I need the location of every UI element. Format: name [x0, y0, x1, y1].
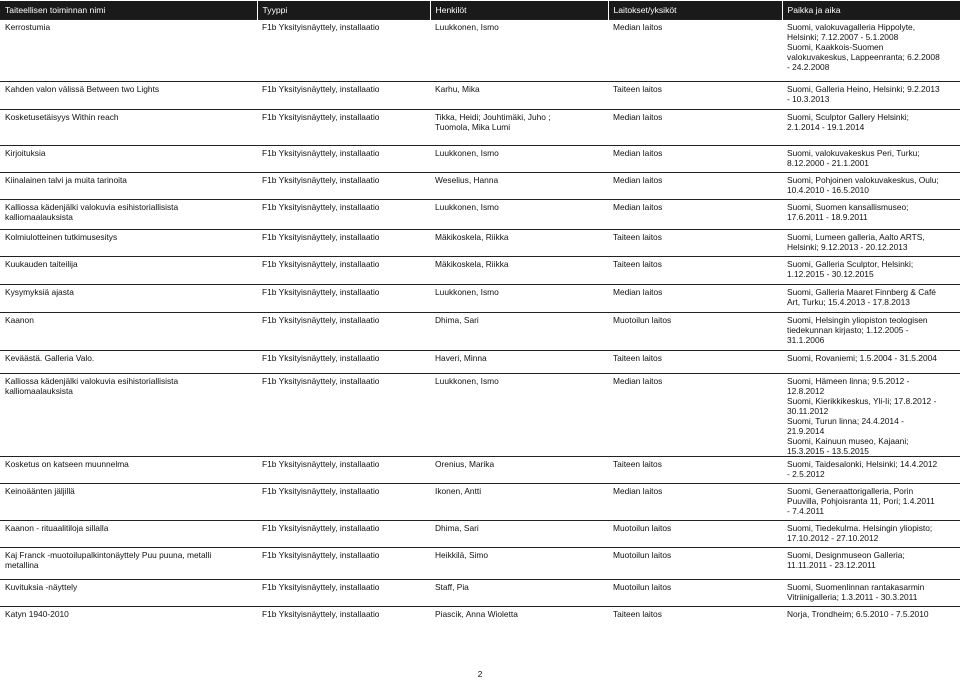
- cell-persons: Luukkonen, Ismo: [430, 374, 608, 457]
- cell-type: F1b Yksityisnäyttely, installaatio: [257, 607, 430, 625]
- cell-persons: Heikkilä, Simo: [430, 548, 608, 580]
- cell-title: Kalliossa kädenjälki valokuvia esihistoriallisista kalliomaalauksista: [0, 200, 257, 230]
- cell-department: Median laitos: [608, 200, 782, 230]
- table-row: [0, 521, 960, 548]
- cell-type: F1b Yksityisnäyttely, installaatio: [257, 173, 430, 200]
- header-row: [0, 1, 960, 20]
- cell-place-time: Norja, Trondheim; 6.5.2010 - 7.5.2010: [782, 607, 960, 625]
- cell-title: Kirjoituksia: [0, 146, 257, 173]
- cell-type: F1b Yksityisnäyttely, installaatio: [257, 146, 430, 173]
- cell-title: Keväästä. Galleria Valo.: [0, 351, 257, 374]
- cell-type: F1b Yksityisnäyttely, installaatio: [257, 521, 430, 548]
- cell-type: F1b Yksityisnäyttely, installaatio: [257, 285, 430, 313]
- cell-place-time: Suomi, Pohjoinen valokuvakeskus, Oulu; 10.4.2010 - 16.5.2010: [782, 173, 960, 200]
- cell-title: Kaj Franck -muotoilupalkintonäyttely Puu puuna, metalli metallina: [0, 548, 257, 580]
- cell-type: F1b Yksityisnäyttely, installaatio: [257, 484, 430, 521]
- cell-type: F1b Yksityisnäyttely, installaatio: [257, 580, 430, 607]
- cell-department: Median laitos: [608, 110, 782, 146]
- table-row: [0, 257, 960, 285]
- cell-persons: Luukkonen, Ismo: [430, 200, 608, 230]
- table-row: [0, 285, 960, 313]
- cell-place-time: Suomi, Generaattorigalleria, Porin Puuvilla, Pohjoisranta 11, Pori; 1.4.2011 - 7.4.2011: [782, 484, 960, 521]
- cell-place-time: Suomi, Taidesalonki, Helsinki; 14.4.2012 - 2.5.2012: [782, 457, 960, 484]
- table-row: [0, 457, 960, 484]
- cell-place-time: Suomi, Suomenlinnan rantakasarmin Vitriinigalleria; 1.3.2011 - 30.3.2011: [782, 580, 960, 607]
- cell-title: Kosketus on katseen muunnelma: [0, 457, 257, 484]
- cell-department: Median laitos: [608, 173, 782, 200]
- table-row: [0, 607, 960, 625]
- cell-title: Kosketusetäisyys Within reach: [0, 110, 257, 146]
- cell-title: Kaanon - rituaalitiloja sillalla: [0, 521, 257, 548]
- cell-department: Taiteen laitos: [608, 82, 782, 110]
- cell-department: Muotoilun laitos: [608, 521, 782, 548]
- cell-place-time: Suomi, Designmuseon Galleria; 11.11.2011 - 23.12.2011: [782, 548, 960, 580]
- cell-persons: Mäkikoskela, Riikka: [430, 230, 608, 257]
- cell-type: F1b Yksityisnäyttely, installaatio: [257, 374, 430, 457]
- cell-persons: Tikka, Heidi; Jouhtimäki, Juho ; Tuomola, Mika Lumi: [430, 110, 608, 146]
- cell-place-time: Suomi, Lumeen galleria, Aalto ARTS, Helsinki; 9.12.2013 - 20.12.2013: [782, 230, 960, 257]
- cell-department: Taiteen laitos: [608, 257, 782, 285]
- table-row: [0, 146, 960, 173]
- table-row: [0, 20, 960, 82]
- cell-persons: Luukkonen, Ismo: [430, 285, 608, 313]
- cell-title: Kuvituksia -näyttely: [0, 580, 257, 607]
- cell-type: F1b Yksityisnäyttely, installaatio: [257, 110, 430, 146]
- cell-type: F1b Yksityisnäyttely, installaatio: [257, 200, 430, 230]
- cell-type: F1b Yksityisnäyttely, installaatio: [257, 313, 430, 351]
- cell-place-time: Suomi, Suomen kansallismuseo; 17.6.2011 - 18.9.2011: [782, 200, 960, 230]
- cell-persons: Ikonen, Antti: [430, 484, 608, 521]
- cell-place-time: Suomi, Galleria Heino, Helsinki; 9.2.2013 - 10.3.2013: [782, 82, 960, 110]
- cell-place-time: Suomi, Rovaniemi; 1.5.2004 - 31.5.2004: [782, 351, 960, 374]
- cell-type: F1b Yksityisnäyttely, installaatio: [257, 82, 430, 110]
- cell-title: Kolmiulotteinen tutkimusesitys: [0, 230, 257, 257]
- table-row: [0, 313, 960, 351]
- cell-place-time: Suomi, Helsingin yliopiston teologisen tiedekunnan kirjasto; 1.12.2005 - 31.1.2006: [782, 313, 960, 351]
- cell-place-time: Suomi, Galleria Maaret Finnberg & Café Art, Turku; 15.4.2013 - 17.8.2013: [782, 285, 960, 313]
- cell-department: Muotoilun laitos: [608, 548, 782, 580]
- table-row: [0, 351, 960, 374]
- cell-title: Kiinalainen talvi ja muita tarinoita: [0, 173, 257, 200]
- cell-place-time: Suomi, Hämeen linna; 9.5.2012 - 12.8.2012 Suomi, Kierikkikeskus, Yli-Ii; 17.8.2012 - 30.11.2012 Suomi, Turun linna; 24.4.2014 - 21.9.2014 Suomi, Kainuun museo, Kajaani; 15.3.2015 - 13.5.2015: [782, 374, 960, 457]
- cell-type: F1b Yksityisnäyttely, installaatio: [257, 548, 430, 580]
- table-row: [0, 82, 960, 110]
- cell-title: Kalliossa kädenjälki valokuvia esihistoriallisista kalliomaalauksista: [0, 374, 257, 457]
- cell-persons: Luukkonen, Ismo: [430, 146, 608, 173]
- table-row: [0, 173, 960, 200]
- table-row: [0, 230, 960, 257]
- cell-type: F1b Yksityisnäyttely, installaatio: [257, 20, 430, 82]
- cell-department: Median laitos: [608, 285, 782, 313]
- table-row: [0, 200, 960, 230]
- page-number: 2: [477, 669, 483, 679]
- cell-title: Kuukauden taiteilija: [0, 257, 257, 285]
- cell-title: Katyn 1940-2010: [0, 607, 257, 625]
- column-header: Henkilöt: [430, 1, 608, 20]
- cell-department: Median laitos: [608, 146, 782, 173]
- exhibitions-table: [0, 1, 960, 625]
- cell-persons: Orenius, Marika: [430, 457, 608, 484]
- cell-department: Taiteen laitos: [608, 351, 782, 374]
- cell-title: Kahden valon välissä Between two Lights: [0, 82, 257, 110]
- table-row: [0, 374, 960, 457]
- cell-department: Taiteen laitos: [608, 230, 782, 257]
- table-row: [0, 484, 960, 521]
- cell-place-time: Suomi, valokuvagalleria Hippolyte, Helsinki; 7.12.2007 - 5.1.2008 Suomi, Kaakkois-Suomen valokuvakeskus, Lappeenranta; 6.2.2008 - 24.2.2008: [782, 20, 960, 82]
- table-row: [0, 580, 960, 607]
- cell-persons: Piascik, Anna Wioletta: [430, 607, 608, 625]
- cell-persons: Dhima, Sari: [430, 521, 608, 548]
- cell-type: F1b Yksityisnäyttely, installaatio: [257, 230, 430, 257]
- cell-place-time: Suomi, Sculptor Gallery Helsinki; 2.1.2014 - 19.1.2014: [782, 110, 960, 146]
- cell-persons: Mäkikoskela, Riikka: [430, 257, 608, 285]
- cell-type: F1b Yksityisnäyttely, installaatio: [257, 457, 430, 484]
- column-header: Paikka ja aika: [782, 1, 960, 20]
- column-header: Laitokset/yksiköt: [608, 1, 782, 20]
- cell-department: Median laitos: [608, 20, 782, 82]
- table-body: [0, 20, 960, 625]
- cell-type: F1b Yksityisnäyttely, installaatio: [257, 351, 430, 374]
- column-header: Taiteellisen toiminnan nimi: [0, 1, 257, 20]
- cell-department: Median laitos: [608, 374, 782, 457]
- cell-persons: Weselius, Hanna: [430, 173, 608, 200]
- cell-persons: Dhima, Sari: [430, 313, 608, 351]
- cell-department: Taiteen laitos: [608, 607, 782, 625]
- table-row: [0, 110, 960, 146]
- table-row: [0, 548, 960, 580]
- cell-title: Keinoäänten jäljillä: [0, 484, 257, 521]
- cell-place-time: Suomi, valokuvakeskus Peri, Turku; 8.12.2000 - 21.1.2001: [782, 146, 960, 173]
- cell-title: Kerrostumia: [0, 20, 257, 82]
- cell-department: Muotoilun laitos: [608, 313, 782, 351]
- cell-place-time: Suomi, Tiedekulma. Helsingin yliopisto; 17.10.2012 - 27.10.2012: [782, 521, 960, 548]
- cell-title: Kysymyksiä ajasta: [0, 285, 257, 313]
- cell-persons: Karhu, Mika: [430, 82, 608, 110]
- cell-persons: Haveri, Minna: [430, 351, 608, 374]
- cell-persons: Staff, Pia: [430, 580, 608, 607]
- cell-department: Muotoilun laitos: [608, 580, 782, 607]
- cell-persons: Luukkonen, Ismo: [430, 20, 608, 82]
- cell-department: Median laitos: [608, 484, 782, 521]
- cell-place-time: Suomi, Galleria Sculptor, Helsinki; 1.12.2015 - 30.12.2015: [782, 257, 960, 285]
- cell-type: F1b Yksityisnäyttely, installaatio: [257, 257, 430, 285]
- column-header: Tyyppi: [257, 1, 430, 20]
- cell-title: Kaanon: [0, 313, 257, 351]
- cell-department: Taiteen laitos: [608, 457, 782, 484]
